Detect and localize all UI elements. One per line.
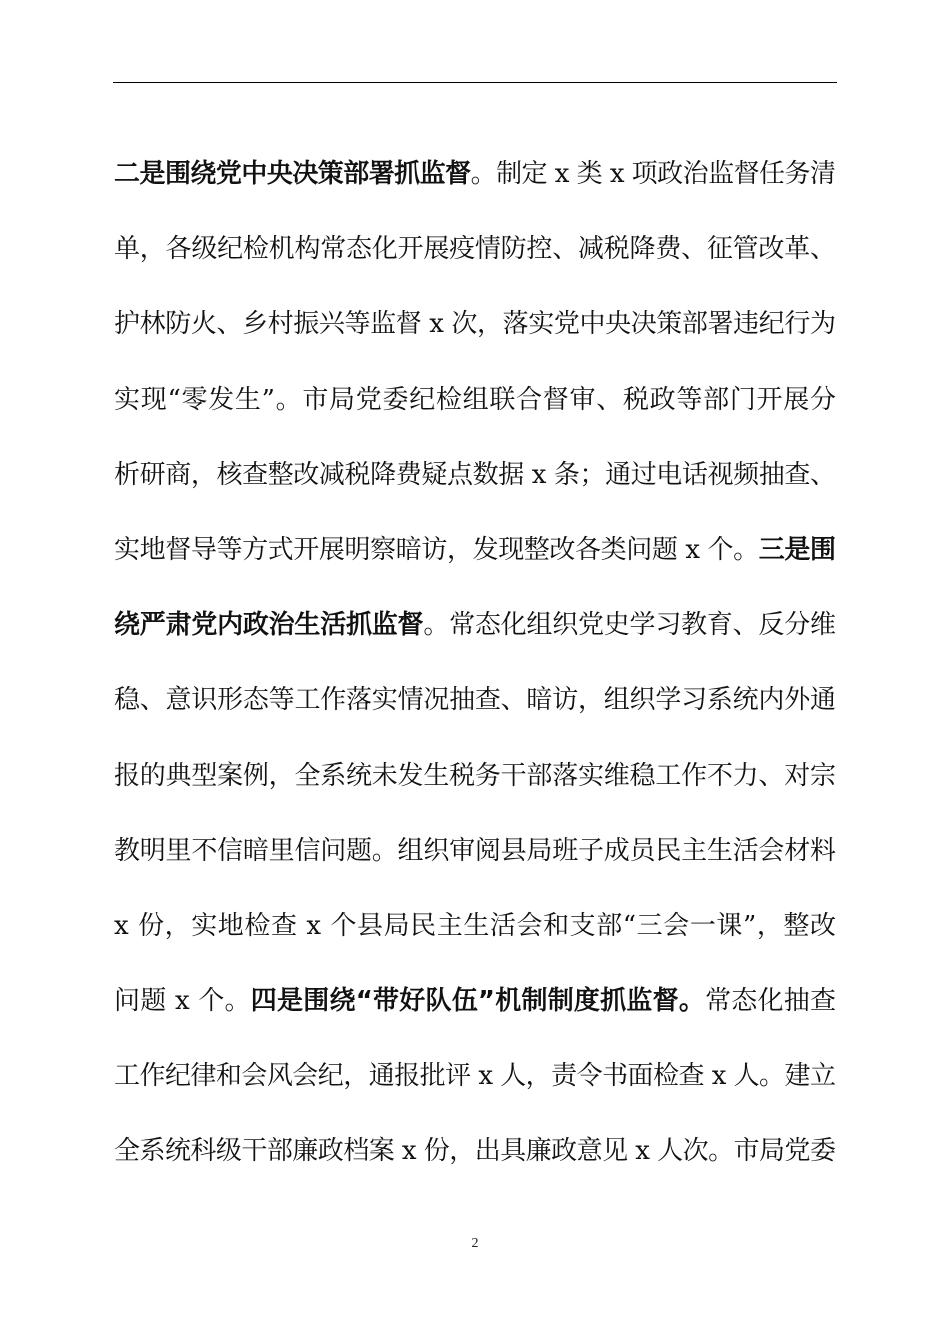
text-run: 全系统科级干部廉政档案 x 份，出具廉政意见 x 人次。市局党委 (114, 1136, 836, 1167)
text-line (114, 588, 856, 663)
text-run: 问题 x 个。 (114, 986, 251, 1017)
text-line (114, 137, 856, 212)
text-line (114, 212, 856, 287)
text-run: 单，各级纪检机构常态化开展疫情防控、减税降费、征管改革、 (114, 234, 836, 265)
text-run: 报的典型案例，全系统未发生税务干部落实维稳工作不力、对宗 (114, 760, 836, 791)
bold-heading-run: 二是围绕党中央决策部署抓监督 (114, 159, 471, 189)
text-run: 护林防火、乡村振兴等监督 x 次，落实党中央决策部署违纪行为 (114, 309, 836, 340)
bold-heading-run: 三是围 (758, 534, 836, 565)
bold-heading-run: 绕严肃党内政治生活抓监督 (114, 610, 424, 641)
text-line (114, 513, 856, 588)
text-run: 稳、意识形态等工作落实情况抽查、暗访，组织学习系统内外通 (114, 685, 836, 716)
bold-heading-run: 四是围绕“带好队伍”机制制度抓监督。 (250, 986, 706, 1017)
text-line (114, 964, 856, 1039)
text-line (114, 889, 856, 964)
header-rule (113, 82, 837, 83)
text-run: x 份，实地检查 x 个县局民主生活会和支部“三会一课”，整改 (114, 910, 837, 941)
text-run: 实现“零发生”。市局党委纪检组联合督审、税政等部门开展分 (114, 384, 837, 415)
body-text (114, 137, 836, 1190)
text-line (114, 1114, 856, 1189)
text-run: 实地督导等方式开展明察暗访，发现整改各类问题 x 个。 (114, 534, 759, 565)
text-run: 。制定 x 类 x 项政治监督任务清 (470, 159, 836, 189)
text-line (114, 287, 856, 362)
text-run: 常态化抽查 (705, 986, 837, 1017)
page-number: 2 (471, 1236, 479, 1251)
text-line (114, 1039, 856, 1114)
text-run: 析研商，核查整改减税降费疑点数据 x 条；通过电话视频抽查、 (114, 459, 836, 490)
text-line (114, 739, 856, 814)
text-line (114, 814, 856, 889)
text-run: 。常态化组织党史学习教育、反分维 (423, 610, 836, 641)
text-line (114, 663, 856, 738)
text-line (114, 438, 856, 513)
text-run: 教明里不信暗里信问题。组织审阅县局班子成员民主生活会材料 (114, 835, 836, 866)
text-line (114, 363, 856, 438)
text-run: 工作纪律和会风会纪，通报批评 x 人，责令书面检查 x 人。建立 (114, 1061, 836, 1092)
